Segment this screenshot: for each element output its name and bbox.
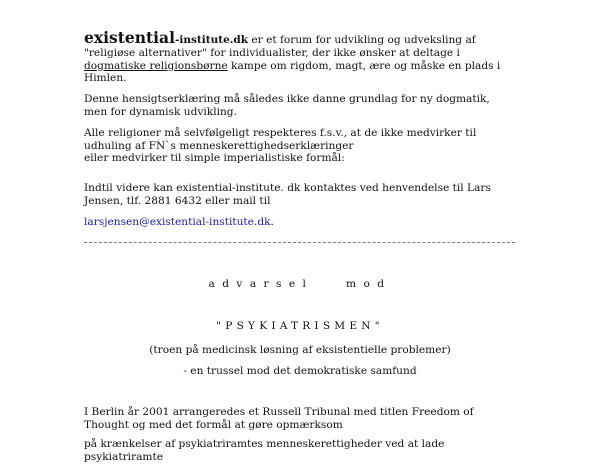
intro-paragraph: [84, 28, 516, 85]
brand-name: existential: [84, 28, 175, 47]
respect-line-2: eller medvirker til simple imperialistiske formål:: [84, 152, 345, 165]
section-divider: [84, 242, 515, 243]
brand-suffix: -institute.dk: [175, 34, 249, 46]
intro-underlined-text: dogmatiske religionsbørne: [84, 59, 228, 72]
section-tagline: - en trussel mod det demokratiske samfund: [183, 365, 417, 377]
intro-text-b: kampe om rigdom, magt, ære og måske en plads i Himlen.: [84, 59, 501, 85]
intro-block: [84, 28, 516, 237]
violations-paragraph: på krænkelser af psykiatriramtes menneskerettigheder ved at lade psykiatriramte: [84, 438, 445, 463]
statement-paragraph: Denne hensigtserklæring må således ikke danne grundlag for ny dogmatik, men for dynamisk udvikling.: [84, 93, 490, 118]
section-subtitle: (troen på medicinsk løsning af eksistentielle problemer): [149, 344, 451, 356]
respect-paragraph: [84, 127, 516, 165]
email-suffix: .: [270, 215, 274, 228]
berlin-paragraph: I Berlin år 2001 arrangeredes et Russell Tribunal med titlen Freedom of Thought og med det formål at gøre opmærksom: [84, 406, 474, 431]
contact-paragraph: Indtil videre kan existential-institute. dk kontaktes ved henvendelse til Lars Jensen, tlf. 2881 6432 eller mail til: [84, 182, 491, 207]
email-link[interactable]: larsjensen@existential-institute.dk: [84, 215, 271, 228]
respect-line-1: Alle religioner må selvfølgeligt respekteres f.s.v., at de ikke medvirker til udhuling af FN`s menneskerettighedserklæringer: [84, 126, 477, 152]
section-title: "PSYKIATRISMEN": [216, 320, 384, 332]
warning-heading: advarsel mod: [208, 278, 392, 290]
email-paragraph: [84, 216, 516, 229]
intro-text-a: er et forum for udvikling og udveksling af "religiøse alternativer" for individualister, der ikke ønsker at deltage i: [84, 34, 476, 59]
